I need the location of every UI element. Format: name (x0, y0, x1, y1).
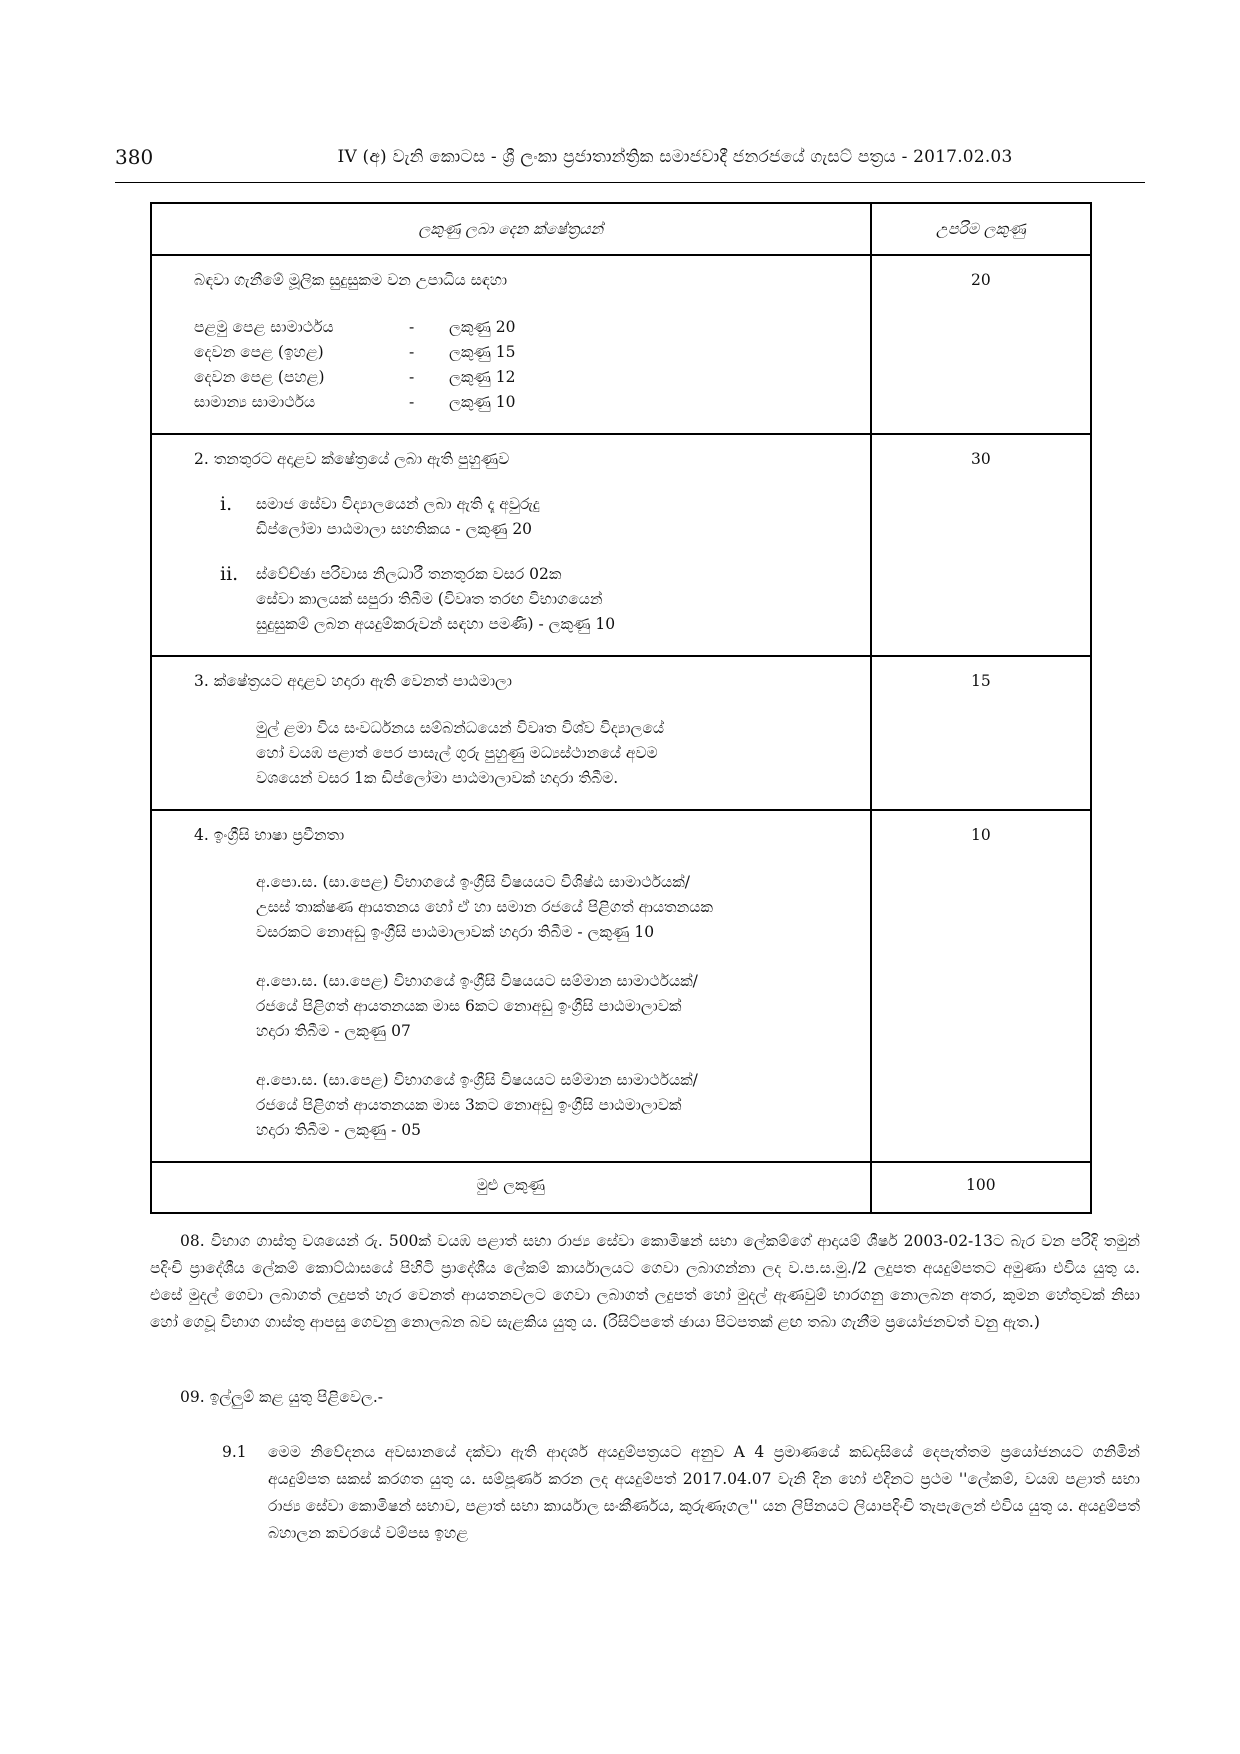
row3-description (256, 716, 870, 791)
description-line: අ.පො.ස. (සා.පෙළ) විභාගයේ ඉංග්‍රීසි විෂයයට සම්මාන සාමාර්ථයක්/ (256, 972, 698, 990)
column-header-fields: ලකුණු ලබා දෙන ක්ෂේත්‍රයන් (151, 203, 871, 255)
column-header-max-marks: උපරිම ලකුණු (871, 203, 1091, 255)
grade-marks: ලකුණු 10 (449, 393, 516, 411)
row2-title: 2. තනතුරට අදාළව ක්ෂේත්‍රයේ ලබා ඇති පුහුණුව (194, 450, 510, 468)
section-9-1-text: මෙම නිවේදනය අවසානයේ දක්වා ඇති ආදර්ශ අයදුම්පත්‍රයට අනුව A 4 ප්‍රමාණයේ කඩදාසියේ දෙපැත්තම ප්‍රයෝජනයට ගනිමින් අයදුම්පත සකස් කරගත යුතු ය. සම්පූර්ණ කරන ලද අයදුම්පත් 2017.04.07 වැනි දින හෝ එදිනට ප්‍රථම ''ලේකම්, වයඹ පළාත් සභා රාජ්‍ය සේවා කොමිෂන් සභාව, පළාත් සභා කාර්යාල සංකීර්ණය, කුරුණෑගල'' යන ලිපිනයට ලියාපදිංචි තැපැලෙන් එවිය යුතු ය. අයදුම්පත් බහාලන කවරයේ වම්පස ඉහළ (268, 1443, 1140, 1542)
row4-paragraph-2 (256, 969, 870, 1044)
row4-title: 4. ඉංග්‍රීසි භාෂා ප්‍රවීනතා (194, 826, 345, 844)
dash: - (409, 393, 415, 411)
roman-numeral: i. (220, 493, 233, 515)
description-line: හදාරා තිබීම - ලකුණු 07 (256, 1022, 411, 1040)
header-divider (115, 182, 1145, 183)
sub-item-i (220, 492, 870, 542)
description-line: වසරකට නොඅඩු ඉංග්‍රීසි පාඨමාලාවක් හදාරා තිබීම - ලකුණු 10 (256, 923, 655, 941)
description-line: රජයේ පිළිගත් ආයතනයක මාස 6කට නොඅඩු ඉංග්‍රීසි පාඨමාලාවක් (256, 997, 682, 1015)
page-number: 380 (115, 145, 154, 169)
description-line: හෝ වයඹ පළාත් පෙර පාසැල් ගුරු පුහුණු මධ්‍යස්ථානයේ අවම (256, 744, 658, 762)
table-row (151, 255, 1091, 434)
total-label: මුළු ලකුණු (151, 1162, 871, 1213)
sub-item-text: සුදුසුකම් ලබන අයදුම්කරුවන් සඳහා පමණි) - ලකුණු 10 (256, 615, 616, 633)
row4-criteria (151, 810, 871, 1162)
sub-item-text: ඩිප්ලෝමා පාඨමාලා සහතිකය - ලකුණු 20 (256, 520, 533, 538)
sub-item-text: සේවා කාලයක් සපුරා තිබීම (විවෘත තරඟ විභාගයෙන් (256, 590, 603, 608)
grade-label: පළමු පෙළ සාමාර්ථය (194, 318, 334, 336)
description-line: වශයෙන් වසර 1ක ඩිප්ලෝමා පාඨමාලාවක් හදාරා තිබීම. (256, 769, 619, 787)
description-line: හදාරා තිබීම - ලකුණු - 05 (256, 1121, 422, 1139)
row4-paragraph-3 (256, 1068, 870, 1143)
table-row (151, 656, 1091, 810)
list-item (194, 340, 870, 365)
total-value: 100 (871, 1162, 1091, 1213)
description-line: රජයේ පිළිගත් ආයතනයක මාස 3කට නොඅඩු ඉංග්‍රීසි පාඨමාලාවක් (256, 1096, 682, 1114)
table-row (151, 434, 1091, 656)
marks-table (150, 202, 1092, 1214)
grade-label: දෙවන පෙළ (ඉහළ) (194, 343, 324, 361)
row1-title: බඳවා ගැනීමේ මූලික සුදුසුකම වන උපාධිය සඳහා (194, 271, 508, 289)
grade-label: දෙවන පෙළ (පහළ) (194, 368, 325, 386)
dash: - (409, 343, 415, 361)
total-row (151, 1162, 1091, 1213)
table-header-row (151, 203, 1091, 255)
roman-numeral: ii. (220, 563, 239, 585)
row2-max-marks: 30 (871, 434, 1091, 656)
section-9-1 (222, 1439, 1140, 1547)
row1-criteria (151, 255, 871, 434)
description-line: අ.පො.ස. (සා.පෙළ) විභාගයේ ඉංග්‍රීසි විෂයයට විශිෂ්ඨ සාමාර්ථයක්/ (256, 873, 690, 891)
grade-label: සාමාන්‍ය සාමාර්ථය (194, 393, 316, 411)
dash: - (409, 368, 415, 386)
row3-title: 3. ක්ෂේත්‍රයට අදාළව හදාරා ඇති වෙනත් පාඨමාලා (194, 672, 512, 690)
list-item (194, 365, 870, 390)
dash: - (409, 318, 415, 336)
row4-paragraph-1 (256, 870, 870, 945)
section-9-1-number: 9.1 (222, 1443, 247, 1461)
list-item (194, 390, 870, 415)
sub-item-text: සමාජ සේවා විද්‍යාලයෙන් ලබා ඇති දෑ අවුරුදු (256, 495, 540, 513)
grade-marks: ලකුණු 20 (449, 318, 516, 336)
section-08-paragraph: 08. විභාග ගාස්තු වශයෙන් රු. 500ක් වයඹ පළාත් සභා රාජ්‍ය සේවා කොමිෂන් සභා ලේකම්ගේ ආදායම් ශීර්ෂ 2003-02-13ට බැර වන පරිදි තමුන් පදිංචි ප්‍රාදේශීය ලේකම් කොට්ඨාසයේ පිහිටි ප්‍රාදේශීය ලේකම් කාර්යාලයට ගෙවා ලබාගන්නා ලද ව.ප.ස.මු./2 ලදුපත අයදුම්පතට අමුණා එවිය යුතු ය. එසේ මුදල් ගෙවා ලබාගත් ලදුපත් හැර වෙනත් ආයතනවලට ගෙවා ලබාගත් ලදුපත් හෝ මුදල් ඇණවුම් භාරගනු නොලබන අතර, කුමන හේතුවක් නිසා හෝ ගෙවූ විභාග ගාස්තු ආපසු ගෙවනු නොලබන බව සැළකිය යුතු ය. (රිසිට්පතේ ඡායා පිටපතක් ළඟ තබා ගැනීම ප්‍රයෝජනවත් වනු ඇත.) (150, 1232, 1140, 1331)
page-header (115, 145, 1145, 181)
sub-item-ii (220, 562, 870, 637)
grade-marks: ලකුණු 12 (449, 368, 516, 386)
row3-max-marks: 15 (871, 656, 1091, 810)
row1-max-marks: 20 (871, 255, 1091, 434)
section-09-heading: 09. ඉල්ලුම් කළ යුතු පිළිවෙල.- (180, 1388, 384, 1406)
row3-criteria (151, 656, 871, 810)
description-line: මුල් ළමා විය සංවර්ධනය සම්බන්ධයෙන් විවෘත විශ්ව විද්‍යාලයේ (256, 719, 665, 737)
table-row (151, 810, 1091, 1162)
gazette-title: IV (අ) වැනි කොටස - ශ්‍රී ලංකා ප්‍රජාතාන්ත්‍රික සමාජවාදී ජනරජයේ ගැසට් පත්‍රය - 2017.02.03 (337, 147, 1013, 167)
sub-item-text: ස්වේච්ඡා පරිවාස නිලධාරී තනතුරක වසර 02ක (256, 565, 562, 583)
list-item (194, 315, 870, 340)
grade-marks: ලකුණු 15 (449, 343, 516, 361)
row4-max-marks: 10 (871, 810, 1091, 1162)
description-line: අ.පො.ස. (සා.පෙළ) විභාගයේ ඉංග්‍රීසි විෂයයට සම්මාන සාමාර්ථයක්/ (256, 1071, 698, 1089)
description-line: උසස් තාක්ෂණ ආයතනය හෝ ඒ හා සමාන රජයේ පිළිගත් ආයතනයක (256, 898, 713, 916)
row2-criteria (151, 434, 871, 656)
